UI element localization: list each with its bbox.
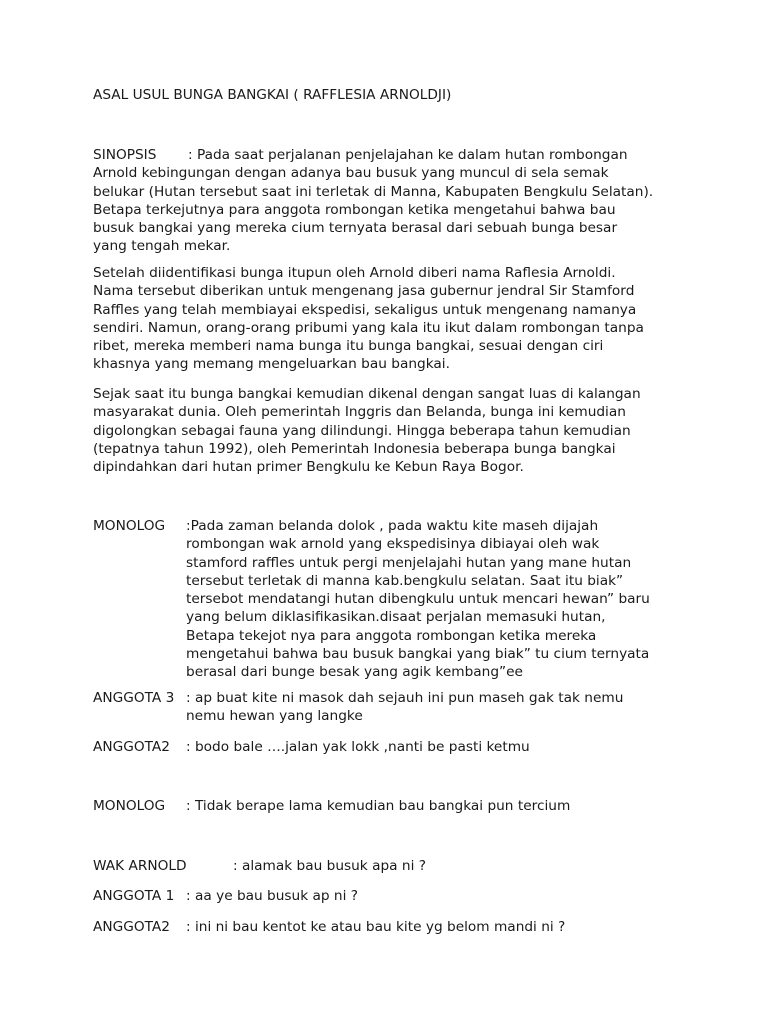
- paragraph-2: Sejak saat itu bunga bangkai kemudian dikenal dengan sangat luas di kalangan masyarakat dunia. Oleh pemerintah Inggris dan Belanda, bunga ini kemudian digolongkan sebagai fauna yang dilindungi. Hingga beberapa tahun kemudian (tepatnya tahun 1992), oleh Pemerintah Indonesia beberapa bunga bangkai dipindahkan dari hutan primer Bengkulu ke Kebun Raya Bogor.: [93, 386, 641, 476]
- speaker-label: MONOLOG: [93, 518, 166, 534]
- dialogue-text: : aa ye bau busuk ap ni ?: [186, 888, 359, 904]
- speaker-label: ANGGOTA 1: [93, 888, 175, 904]
- dialogue-text: :Pada zaman belanda dolok , pada waktu kite maseh dijajah rombongan wak arnold yang ekspedisinya dibiayai oleh wak stamford raffles untuk pergi menjelajahi hutan yang mane hutan tersebut terletak di manna kab.bengkulu selatan. Saat itu biak” tersebot mendatangi hutan dibengkulu untuk mencari hewan” baru yang belum diklasifikasikan.disaat perjalan memasuki hutan, Betapa tekejot nya para anggota rombongan ketika mereka mengetahui bahwa bau busuk bangkai yang biak” tu cium ternyata berasal dari bunge besak yang agik kembang”ee: [186, 518, 650, 681]
- dialogue-text: : bodo bale ….jalan yak lokk ,nanti be pasti ketmu: [186, 739, 530, 755]
- speaker-label: ANGGOTA2: [93, 739, 170, 755]
- speaker-label: MONOLOG: [93, 798, 166, 814]
- dialogue-text: : ini ni bau kentot ke atau bau kite yg belom mandi ni ?: [186, 919, 566, 935]
- speaker-label: WAK ARNOLD: [93, 858, 187, 874]
- paragraph-1: Setelah diidentifikasi bunga itupun oleh Arnold diberi nama Raflesia Arnoldi. Nama tersebut diberikan untuk mengenang jasa gubernur jendral Sir Stamford Raffles yang telah membiayai ekspedisi, sekaligus untuk mengenang namanya sendiri. Namun, orang-orang pribumi yang kala itu ikut dalam rombongan tanpa ribet, mereka memberi nama bunga itu bunga bangkai, sesuai dengan ciri khasnya yang memang mengeluarkan bau bangkai.: [93, 265, 644, 373]
- speaker-label: ANGGOTA2: [93, 919, 170, 935]
- dialogue-text: : ap buat kite ni masok dah sejauh ini pun maseh gak tak nemu nemu hewan yang langke: [186, 690, 624, 725]
- sinopsis-label: SINOPSIS: [93, 147, 157, 163]
- sinopsis-text: : Pada saat perjalanan penjelajahan ke dalam hutan rombongan Arnold kebingungan dengan adanya bau busuk yang muncul di sela semak belukar (Hutan tersebut saat ini terletak di Manna, Kabupaten Bengkulu Selatan). Betapa terkejutnya para anggota rombongan ketika mengetahui bahwa bau busuk bangkai yang mereka cium ternyata berasal dari sebuah bunga besar yang tengah mekar.: [93, 147, 654, 255]
- document-title: ASAL USUL BUNGA BANGKAI ( RAFFLESIA ARNOLDJI): [93, 87, 452, 103]
- dialogue-text: : Tidak berape lama kemudian bau bangkai pun tercium: [186, 798, 571, 814]
- speaker-label: ANGGOTA 3: [93, 690, 175, 706]
- dialogue-text: : alamak bau busuk apa ni ?: [233, 858, 426, 874]
